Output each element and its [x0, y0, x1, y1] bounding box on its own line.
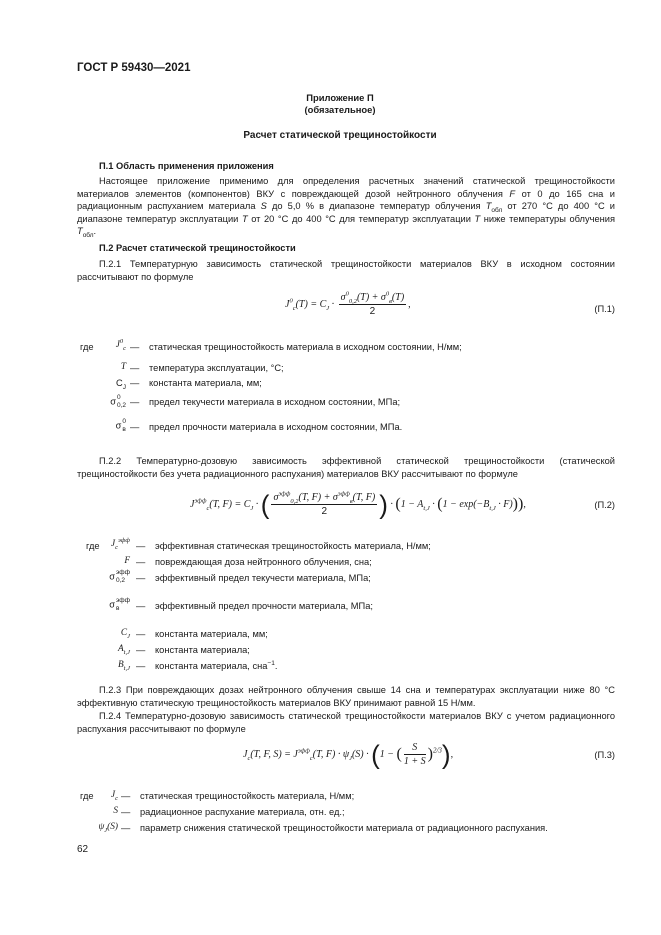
- legend2-item: эффективный предел прочности материала, МПа;: [155, 601, 373, 611]
- section-p1-text: Настоящее приложение применимо для определения расчетных значений статической трещиностойкости материалов элементов (компонентов) ВКУ с повреждающей дозой нейтронного облучения F от 0 до 165 сна и радиационным распуханием материала S до 5,0 % в диапазоне температур облучения $T_{обл}$ от 270 °С до 400 °С и диапазоне температур эксплуатации T от 20 °С до 400 °С для температур эксплуатации T ниже температуры облучения $T_{обл}$.: [77, 176, 616, 240]
- legend3-symbol-jc: $J_c$: [110, 790, 118, 802]
- legend1-symbol-cj: $C_J$: [116, 378, 126, 391]
- formula-p2-number: (П.2): [594, 500, 615, 510]
- section-p24-text: П.2.4 Температурно-дозовую зависимость статической трещиностойкости материалов ВКУ с учетом радиационного распухания рассчитывают по формуле: [77, 711, 615, 734]
- legend2-item: повреждающая доза нейтронного облучения, сна;: [155, 557, 372, 567]
- legend1-symbol-sigmav: σ 0 в: [115, 418, 126, 433]
- legend1-where: где: [80, 342, 94, 352]
- legend2-where: где: [86, 541, 100, 551]
- page-number: 62: [77, 844, 89, 855]
- legend2-symbol-sigmav-eff: σ эфф в: [109, 597, 130, 612]
- section-p21-text: П.2.1 Температурную зависимость статической трещиностойкости материалов ВКУ в исходном состоянии рассчитывают по формуле: [77, 259, 615, 282]
- section-p2-title: П.2 Расчет статической трещиностойкости: [99, 243, 296, 253]
- legend2-item: эффективный предел текучести материала, МПа;: [155, 573, 371, 583]
- legend1-symbol-t: T: [120, 362, 126, 372]
- legend2-symbol-f: F: [124, 556, 130, 566]
- legend2-item: константа материала;: [155, 645, 250, 655]
- appendix-heading: Расчет статической трещиностойкости: [243, 130, 437, 141]
- legend2-item: константа материала, мм;: [155, 629, 268, 639]
- legend3-item: статическая трещиностойкость материала, Н/мм;: [140, 791, 355, 801]
- formula-p2: $J^{эфф}_c(T$, $F) = C_J$ · ( $\frac{\sigma^{эфф}_{0,2}(T, F) + \sigma^{эфф}_в(T, F)}{2}$ ) · $(1 - A_{t,J} \cdot (1 - \exp(-B_{t,J} \cdot F)))$,: [190, 489, 526, 520]
- legend1-item: температура эксплуатации, °С;: [149, 363, 284, 373]
- legend3-symbol-psi: $\psi_J(S)$: [98, 822, 118, 834]
- legend3-where: где: [80, 791, 94, 801]
- legend1-item: статическая трещиностойкость материала в исходном состоянии, Н/мм;: [149, 342, 462, 352]
- document-page: ГОСТ Р 59430—2021 Приложение П (обязательное) Расчет статической трещиностойкости П.1 Область применения приложения Настоящее приложение применимо для определения расчетных значений статической трещиностойкости материалов элементов (компонентов) ВКУ с повреждающей дозой нейтронного облучения F от 0 до 165 сна и радиационным распуханием материала S до 5,0 % в диапазоне температур облучения $T_{обл}$ от 270 °С до 400 °С и диапазоне температур эксплуатации T от 20 °С до 400 °С для температур эксплуатации T ниже температуры облучения $T_{обл}$. П.2 Расчет статической трещиностойкости П.2.1 Температурную зависимость статической трещиностойкости материалов ВКУ в исходном состоянии рассчитывают по формуле $J^0_c(T) = C_J$ · $\frac{\sigma^0_{0,2}(T) + \sigma^0_в(T)}{2}$ , (П.1) где $J^0_c$ — статическая трещиностойкость материала в исходном состоянии, Н/мм; T — температура эксплуатации, °С; $C_J$ — константа материала, мм; σ 0 0,2 — предел текучести материала в исходном состоянии, МПа; σ 0 в — предел прочности материала в исходном состоянии, МПа. П.2.2 Температурно-дозовую зависимость эффективной статической трещиностойкости (статической трещиностойкости без учета радиационного распухания) материалов ВКУ рассчитывают по формуле $J^{эфф}_c(T$, $F) = C_J$ · ( $\frac{\sigma^{эфф}_{0,2}(T, F) + \sigma^{эфф}_в(T, F)}{2}$ ) · $(1 - A_{t,J} \cdot (1 - \exp(-B_{t,J} \cdot F)))$, (П.2) где $J_c^{эфф}$ — эффективная статическая трещиностойкость материала, Н/мм; F — повреждающая доза нейтронного облучения, сна; σ эфф 0,2 — эффективный предел текучести материала, МПа; σ эфф в — эффективный предел прочности материала, МПа; $C_J$ — константа материала, мм; $A_{t,J}$ — константа материала; $B_{t,J}$ — константа материала, сна$^{-1}$. П.2.3 При повреждающих дозах нейтронного облучения свыше 14 сна и температурах эксплуатации ниже 80 °С эффективную статическую трещиностойкость материалов ВКУ принимают равной 15 Н/мм. П.2.4 Температурно-дозовую зависимость статической трещиностойкости материалов ВКУ с учетом радиационного распухания рассчитывают по формуле $J_c(T$, F, $S) = J^{эфф}_c(T$, $F) \cdot \psi_J(S) \cdot (1$ − ( $\frac{S}{1 + S}$ )$^{2/3}$), (П.3) где $J_c$ — статическая трещиностойкость материала, Н/мм; S — радиационное распухание материала, отн. ед.; $\psi_J(S)$ — параметр снижения статической трещиностойкости материала от радиационного распухания. 62: [77, 62, 616, 855]
- legend2-symbol-btj: $B_{t,J}$: [117, 660, 130, 672]
- legend2-symbol-atj: $A_{t,J}$: [117, 644, 130, 656]
- legend1-item: константа материала, мм;: [149, 378, 262, 388]
- section-p23-text: П.2.3 При повреждающих дозах нейтронного облучения свыше 14 сна и температурах эксплуатации ниже 80 °С эффективную статическую трещиностойкость материалов ВКУ принимают равной 15 Н/мм.: [77, 685, 615, 708]
- appendix-status: (обязательное): [304, 104, 376, 115]
- legend2-item: константа материала, сна$^{-1}$.: [155, 659, 278, 671]
- legend1-item: предел прочности материала в исходном состоянии, МПа.: [149, 422, 403, 432]
- standard-designation: ГОСТ Р 59430—2021: [77, 62, 191, 74]
- section-p22-text: П.2.2 Температурно-дозовую зависимость эффективной статической трещиностойкости (статической трещиностойкости без учета радиационного распухания) материалов ВКУ рассчитывают по формуле: [77, 456, 615, 479]
- legend1-symbol-sigma02: σ 0 0,2: [110, 394, 126, 409]
- legend3-symbol-s: S: [113, 806, 118, 816]
- section-p1-title: П.1 Область применения приложения: [99, 161, 274, 171]
- legend2-symbol-jc-eff: $J_c^{эфф}$: [110, 536, 130, 551]
- legend2-symbol-sigma02-eff: σ эфф 0,2: [109, 569, 130, 584]
- appendix-title: Приложение П: [306, 92, 374, 103]
- legend1-symbol-jc0: $J^0_c$: [115, 337, 126, 352]
- formula-p1: $J^0_c(T) = C_J$ · $\frac{\sigma^0_{0,2}(T) + \sigma^0_в(T)}{2}$ ,: [285, 290, 411, 317]
- formula-p3: $J_c(T$, F, $S) = J^{эфф}_c(T$, $F) \cdot \psi_J(S) \cdot (1$ − ( $\frac{S}{1 + S}$ )$^{2/3}$),: [243, 739, 454, 770]
- formula-p1-number: (П.1): [594, 304, 615, 314]
- legend1-item: предел текучести материала в исходном состоянии, МПа;: [149, 397, 401, 407]
- formula-p3-number: (П.3): [594, 750, 615, 760]
- legend2-item: эффективная статическая трещиностойкость материала, Н/мм;: [155, 541, 431, 551]
- legend3-item: радиационное распухание материала, отн. ед.;: [140, 807, 345, 817]
- legend3-item: параметр снижения статической трещиностойкости материала от радиационного распухания.: [140, 823, 548, 833]
- legend2-symbol-cj: $C_J$: [120, 628, 130, 640]
